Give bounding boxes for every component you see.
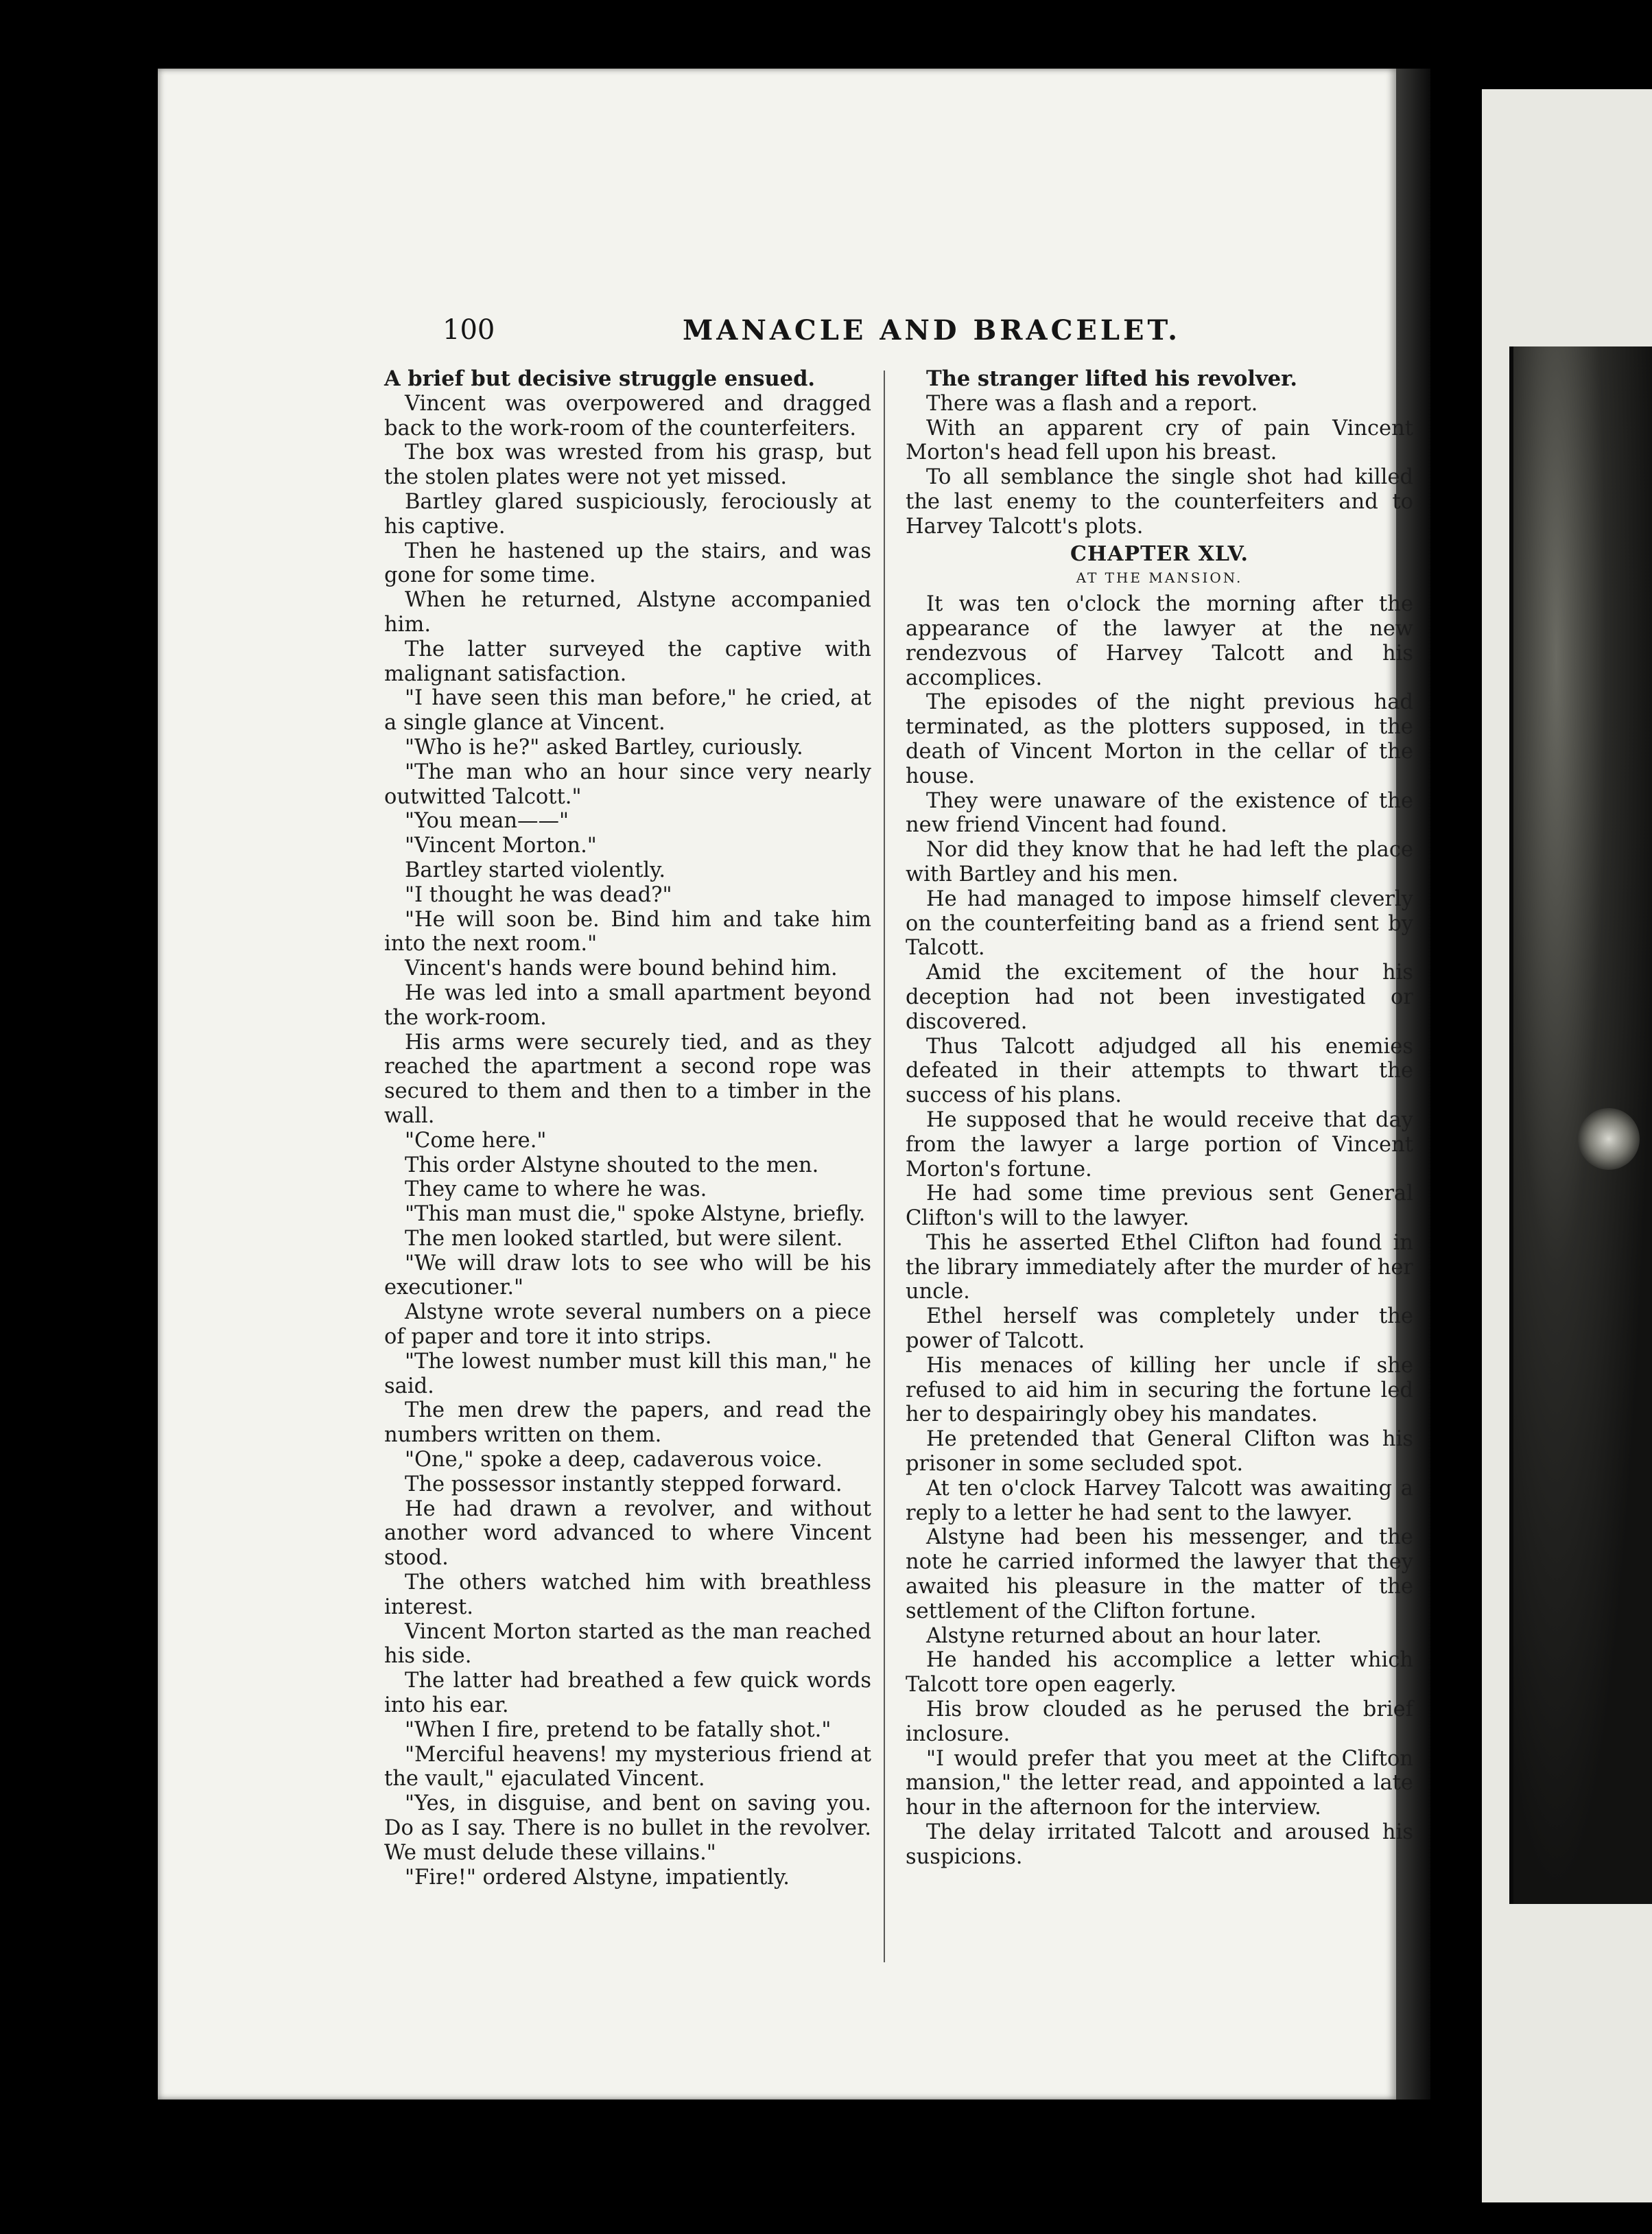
paragraph: The latter had breathed a few quick words into his ear.: [384, 1669, 871, 1718]
paragraph: "I thought he was dead?": [405, 882, 672, 907]
paragraph: This he asserted Ethel Clifton had found in the library immediately after the murder of her uncle.: [906, 1230, 1413, 1304]
paragraph: "Yes, in disguise, and bent on saving you. Do as I say. There is no bullet in the revolver. We must delude these villains.": [384, 1791, 871, 1865]
paragraph: They came to where he was.: [405, 1177, 707, 1202]
paragraph: Vincent's hands were bound behind him.: [405, 956, 838, 981]
paragraph: "Come here.": [405, 1128, 547, 1153]
paragraph: The delay irritated Talcott and aroused his suspicions.: [906, 1820, 1413, 1869]
paragraph: "Merciful heavens! my mysterious friend at the vault," ejaculated Vincent.: [384, 1742, 871, 1791]
running-title: MANACLE AND BRACELET.: [683, 314, 1181, 346]
left-column: [384, 367, 871, 1890]
paragraph: "He will soon be. Bind him and take him into the next room.": [384, 907, 871, 956]
paragraph: "Fire!" ordered Alstyne, impatiently.: [405, 1865, 790, 1890]
column-divider: [884, 371, 885, 1962]
page-number: 100: [442, 314, 495, 346]
paragraph: The episodes of the night previous had terminated, as the plotters supposed, in the death of Vincent Morton in the cellar of the house.: [906, 690, 1413, 788]
paragraph: It was ten o'clock the morning after the appearance of the lawyer at the new rendezvous of Harvey Talcott and his accomplices.: [906, 592, 1413, 690]
paragraph: The stranger lifted his revolver.: [926, 366, 1298, 391]
paragraph: The men drew the papers, and read the numbers written on them.: [384, 1398, 871, 1448]
paragraph: The others watched him with breathless interest.: [384, 1571, 871, 1619]
paragraph: The possessor instantly stepped forward.: [405, 1472, 842, 1496]
paragraph: "Vincent Morton.": [405, 834, 597, 858]
paragraph: Then he hastened up the stairs, and was gone for some time.: [384, 539, 871, 588]
chapter-heading: CHAPTER XLV.: [1070, 541, 1249, 566]
paragraph: "We will draw lots to see who will be his executioner.": [384, 1251, 871, 1300]
paragraph: Alstyne had been his messenger, and the note he carried informed the lawyer that they awaited his pleasure in the matter of the settlement of the Clifton fortune.: [906, 1525, 1413, 1623]
paragraph: "The man who an hour since very nearly outwitted Talcott.": [384, 760, 871, 809]
paragraph: Alstyne wrote several numbers on a piece of paper and tore it into strips.: [384, 1300, 871, 1350]
paragraph: With an apparent cry of pain Vincent Morton's head fell upon his breast.: [906, 416, 1413, 465]
paragraph: He was led into a small apartment beyond the work-room.: [384, 980, 871, 1030]
paragraph: When he returned, Alstyne accompanied him.: [384, 588, 871, 637]
paragraph: To all semblance the single shot had killed the last enemy to the counterfeiters and to Harvey Talcott's plots.: [906, 465, 1413, 539]
paragraph: Vincent was overpowered and dragged back to the work-room of the counterfeiters.: [384, 391, 871, 440]
illustration-detail: [1578, 1108, 1640, 1170]
paragraph: "I have seen this man before," he cried, at a single glance at Vincent.: [384, 686, 871, 736]
paragraph: The latter surveyed the captive with malignant satisfaction.: [384, 637, 871, 686]
paragraph: At ten o'clock Harvey Talcott was awaiting a reply to a letter he had sent to the lawyer.: [906, 1476, 1413, 1525]
chapter-subheading: AT THE MANSION.: [1076, 569, 1243, 587]
paragraph: "One," spoke a deep, cadaverous voice.: [405, 1448, 823, 1472]
paragraph: The men looked startled, but were silent.: [405, 1226, 843, 1251]
paragraph: His arms were securely tied, and as they reached the apartment a second rope was secured to them and then to a timber in the wall.: [384, 1030, 871, 1128]
paragraph: He supposed that he would receive that day from the lawyer a large portion of Vincent Morton's fortune.: [906, 1107, 1413, 1181]
paragraph: He handed his accomplice a letter which Talcott tore open eagerly.: [906, 1648, 1413, 1697]
paragraph: This order Alstyne shouted to the men.: [405, 1153, 819, 1177]
paragraph: "Who is he?" asked Bartley, curiously.: [405, 735, 803, 760]
paragraph: "You mean——": [405, 809, 569, 834]
paragraph: They were unaware of the existence of the new friend Vincent had found.: [906, 788, 1413, 838]
paragraph: His brow clouded as he perused the brief inclosure.: [906, 1697, 1413, 1746]
paragraph: Ethel herself was completely under the power of Talcott.: [906, 1304, 1413, 1354]
paragraph: His menaces of killing her uncle if she refused to aid him in securing the fortune led her to despairingly obey his mandates.: [906, 1353, 1413, 1427]
paragraph: Bartley glared suspiciously, ferociously at his captive.: [384, 489, 871, 539]
paragraph: Alstyne returned about an hour later.: [926, 1623, 1322, 1648]
paragraph: "The lowest number must kill this man," he said.: [384, 1349, 871, 1398]
paragraph: There was a flash and a report.: [926, 391, 1258, 416]
paragraph: Amid the excitement of the hour his deception had not been investigated or discovered.: [906, 961, 1413, 1034]
right-column: [906, 367, 1413, 1870]
paragraph: He had some time previous sent General Clifton's will to the lawyer.: [906, 1181, 1413, 1231]
paragraph: Bartley started violently.: [405, 858, 666, 882]
paragraph: Vincent Morton started as the man reached his side.: [384, 1619, 871, 1669]
paragraph: He had managed to impose himself cleverly on the counterfeiting band as a friend sent by Talcott.: [906, 886, 1413, 961]
paragraph: Thus Talcott adjudged all his enemies defeated in their attempts to thwart the success of his plans.: [906, 1034, 1413, 1108]
paragraph: He pretended that General Clifton was his prisoner in some secluded spot.: [906, 1427, 1413, 1477]
paragraph: He had drawn a revolver, and without another word advanced to where Vincent stood.: [384, 1496, 871, 1571]
paragraph: A brief but decisive struggle ensued.: [384, 366, 816, 391]
paragraph: "When I fire, pretend to be fatally shot.": [405, 1717, 831, 1742]
paragraph: "I would prefer that you meet at the Clifton mansion," the letter read, and appointed a late hour in the afternoon for the interview.: [906, 1746, 1413, 1820]
paragraph: The box was wrested from his grasp, but the stolen plates were not yet missed.: [384, 440, 871, 490]
paragraph: "This man must die," spoke Alstyne, briefly.: [405, 1202, 866, 1227]
paragraph: Nor did they know that he had left the place with Bartley and his men.: [906, 838, 1413, 886]
